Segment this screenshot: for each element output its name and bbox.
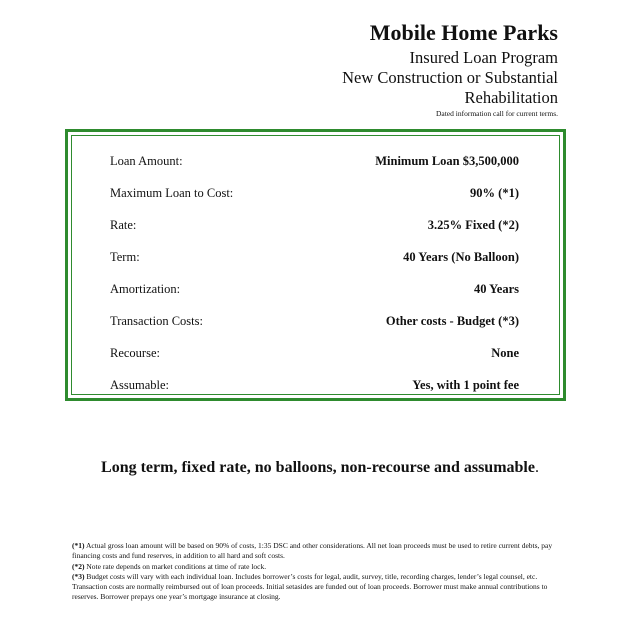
term-value: None bbox=[491, 346, 519, 360]
subtitle-line-3: Rehabilitation bbox=[464, 88, 558, 107]
footnote-key: (*1) bbox=[72, 541, 85, 550]
term-label: Maximum Loan to Cost: bbox=[110, 186, 234, 200]
tagline-period: . bbox=[534, 459, 539, 476]
term-row-loan-amount bbox=[110, 151, 519, 171]
footnote-text: Actual gross loan amount will be based on 90% of costs, 1:35 DSC and other considerations. All net loan proceeds must be used to retire current debts, pay financing costs and fund reserves, in addition to all hard and soft costs. bbox=[72, 541, 553, 560]
term-row-assumable bbox=[110, 375, 519, 395]
loan-terms-inner bbox=[71, 135, 560, 395]
footnote-text: Budget costs will vary with each individual loan. Includes borrower’s costs for legal, audit, survey, title, recording charges, lender’s legal counsel, etc. Transaction costs are normally reimbursed out of loan proceeds. Initial setasides are funded out of loan proceeds. Borrower must make annual contributions to reserves. Borrower prepays one year’s mortgage insurance at closing. bbox=[72, 572, 548, 601]
term-label: Loan Amount: bbox=[110, 154, 183, 168]
footnote-3 bbox=[72, 572, 562, 602]
term-row-amortization bbox=[110, 279, 519, 299]
term-row-transaction-costs bbox=[110, 311, 519, 331]
footnote-1 bbox=[72, 541, 562, 561]
subtitle-line-2: New Construction or Substantial bbox=[342, 68, 558, 87]
term-label: Rate: bbox=[110, 218, 137, 232]
subtitle-line-1: Insured Loan Program bbox=[409, 48, 558, 67]
document-header bbox=[238, 18, 558, 120]
term-label: Recourse: bbox=[110, 346, 160, 360]
term-label: Transaction Costs: bbox=[110, 314, 203, 328]
term-value: Yes, with 1 point fee bbox=[412, 378, 519, 392]
term-value: 3.25% Fixed (*2) bbox=[427, 218, 519, 232]
loan-terms-box bbox=[65, 129, 566, 401]
term-value: Minimum Loan $3,500,000 bbox=[375, 154, 519, 168]
footnote-2 bbox=[72, 562, 562, 572]
footnote-text: Note rate depends on market conditions at time of rate lock. bbox=[86, 561, 267, 571]
footnote-key: (*2) bbox=[72, 561, 85, 571]
term-label: Amortization: bbox=[110, 282, 181, 296]
footnotes bbox=[72, 541, 562, 603]
term-value: 90% (*1) bbox=[470, 186, 519, 200]
tagline bbox=[0, 456, 640, 480]
term-row-recourse bbox=[110, 343, 519, 363]
term-row-rate bbox=[110, 215, 519, 235]
term-value: Other costs - Budget (*3) bbox=[385, 314, 519, 328]
term-label: Term: bbox=[110, 250, 140, 264]
dated-note: Dated information call for current terms. bbox=[435, 109, 558, 118]
term-row-term bbox=[110, 247, 519, 267]
footnote-key: (*3) bbox=[72, 572, 85, 581]
term-value: 40 Years (No Balloon) bbox=[403, 250, 519, 264]
page-title: Mobile Home Parks bbox=[369, 20, 558, 45]
term-label: Assumable: bbox=[110, 378, 170, 392]
tagline-text: Long term, fixed rate, no balloons, non-recourse and assumable bbox=[101, 459, 535, 476]
term-row-max-loan-to-cost bbox=[110, 183, 519, 203]
term-value: 40 Years bbox=[473, 282, 519, 296]
